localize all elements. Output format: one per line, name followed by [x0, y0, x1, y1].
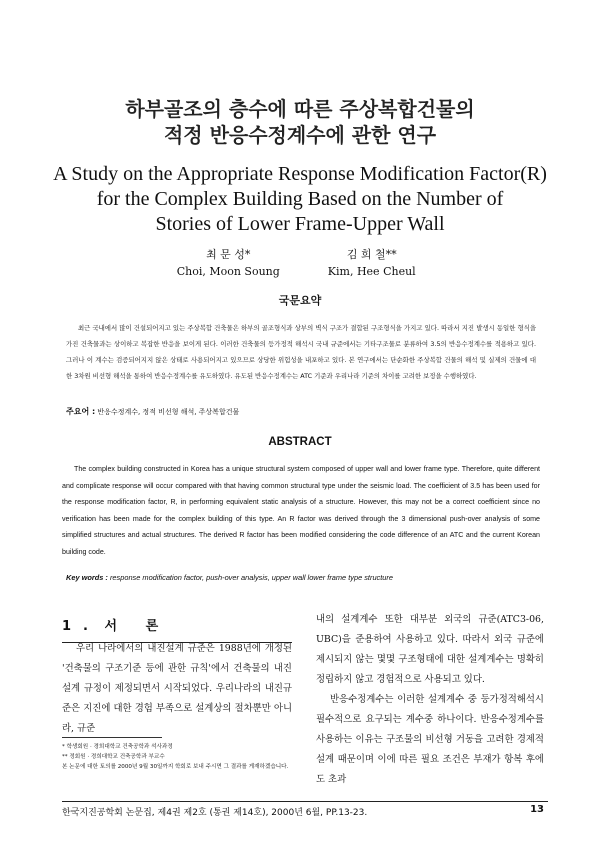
korean-keywords-text: 반응수정계수, 정적 비선형 해석, 주상복합건물 — [97, 408, 240, 416]
korean-title-line-2: 적정 반응수정계수에 관한 연구 — [163, 123, 437, 147]
english-keywords — [66, 573, 536, 582]
korean-title-line-1: 하부골조의 층수에 따른 주상복합건물의 — [125, 97, 475, 121]
footer-divider — [62, 801, 548, 802]
author-1-korean-name: 최 문 성* — [206, 248, 251, 261]
english-title — [0, 162, 600, 237]
english-keywords-text: response modification factor, push-over analysis, upper wall lower frame type structure — [109, 573, 393, 582]
footnote-divider — [62, 737, 162, 738]
footnotes — [62, 742, 292, 772]
author-block — [0, 246, 600, 280]
footnote-1: * 학생회원 · 경희대학교 건축공학과 석사과정 — [62, 744, 173, 750]
page-number: 13 — [530, 804, 544, 815]
section-1-title: 서 론 — [104, 619, 171, 634]
english-abstract-heading: ABSTRACT — [268, 436, 332, 448]
author-2-english-name: Kim, Hee Cheul — [327, 265, 416, 278]
english-title-line-1: A Study on the Appropriate Response Modification Factor(R) — [53, 163, 547, 185]
right-column-paragraph-1: 내의 설계계수 또한 대부분 외국의 규준(ATC3-06, UBC)을 준용하여 사용하고 있다. 따라서 외국 규준에 제시되지 않는 몇몇 구조형태에 대한 설계계수는 명확히 정립하지 않고 경험적으로 사용되고 있다. — [316, 614, 544, 685]
korean-abstract-body: 최근 국내에서 많이 건설되어지고 있는 주상복합 건축물은 하부의 골조형식과 상부의 벽식 구조가 결합된 구조형식을 가지고 있다. 따라서 지진 발생시 동일한 형식을 가진 건축물과는 상이하고 복잡한 반응을 보이게 된다. 이러한 건축물의 등가정적 해석시 국내 규준에서는 기타구조물로 분류하여 3.5의 반응수정계수를 적용하고 있다. 그러나 이 계수는 검증되어지지 않은 상태로 사용되어지고 있으므로 상당한 위험성을 내포하고 있다. 본 연구에서는 단순화한 주상복합 건물의 해석 및 실제의 건물에 대한 3차원 비선형 해석을 통하여 반응수정계수를 유도하였다. 유도된 반응수정계수는 ATC 기준과 우리나라 기준의 차이를 고려한 보정을 수행하였다. — [66, 324, 536, 380]
korean-keywords — [66, 406, 536, 417]
section-1-right-column — [316, 610, 544, 790]
author-2-korean-name: 김 희 철** — [346, 248, 397, 261]
author-2 — [316, 246, 428, 280]
author-1 — [172, 246, 284, 280]
korean-keywords-label: 주요어 : — [66, 407, 96, 416]
section-1-left-column: 우리 나라에서의 내진설계 규준은 1988년에 개정된 '건축물의 구조기준 등에 관한 규칙'에서 건축물의 내진 설계 규정이 제정되면서 시작되었다. 우리나라의 내진규준은 지진에 대한 경험 부족으로 설계상의 절차뿐만 아니라, 규준 — [62, 643, 292, 734]
english-abstract-body: The complex building constructed in Korea has a unique structural system composed of upper wall and lower frame type. Therefore, quite different and complicate response will occur compared with that having common structural type under the seismic load. The coefficient of 3.5 has been used for the response modification factor, R, in performing equivalent static analysis of a structure. However, this may not be a correct coefficient since no verification has been made for the complex building of this type. An R factor was derived through the 3 dimensional push-over analysis of some simplified structures and actual structures. The derived R factor has been modified considering the code difference of an ATC and the current Korean building code. — [62, 465, 540, 556]
journal-citation: 한국지진공학회 논문집, 제4권 제2호 (통권 제14호), 2000년 6월, PP.13-23. — [62, 808, 368, 818]
footnote-3: 본 논문에 대한 토의를 2000년 9월 30일까지 학회로 보내 주시면 그 결과를 게재하겠습니다. — [62, 764, 289, 770]
author-1-english-name: Choi, Moon Soung — [176, 265, 280, 278]
footnote-2: ** 정회원 · 경희대학교 건축공학과 부교수 — [62, 754, 165, 760]
english-title-line-2: for the Complex Building Based on the Number of — [96, 188, 504, 210]
right-column-paragraph-2: 반응수정계수는 이러한 설계계수 중 등가정적해석시 필수적으로 요구되는 계수중 하나이다. 반응수정계수를 사용하는 이유는 구조물의 비선형 거동을 고려한 경제적 설계 때문이며 이에 따른 필요 조건은 부재가 항복 후에도 초과 — [316, 694, 544, 785]
section-1-number: 1. — [62, 619, 100, 634]
english-keywords-label: Key words : — [66, 573, 108, 582]
korean-abstract-heading: 국문요약 — [278, 294, 322, 307]
korean-title — [0, 96, 600, 148]
english-title-line-3: Stories of Lower Frame-Upper Wall — [155, 213, 445, 235]
